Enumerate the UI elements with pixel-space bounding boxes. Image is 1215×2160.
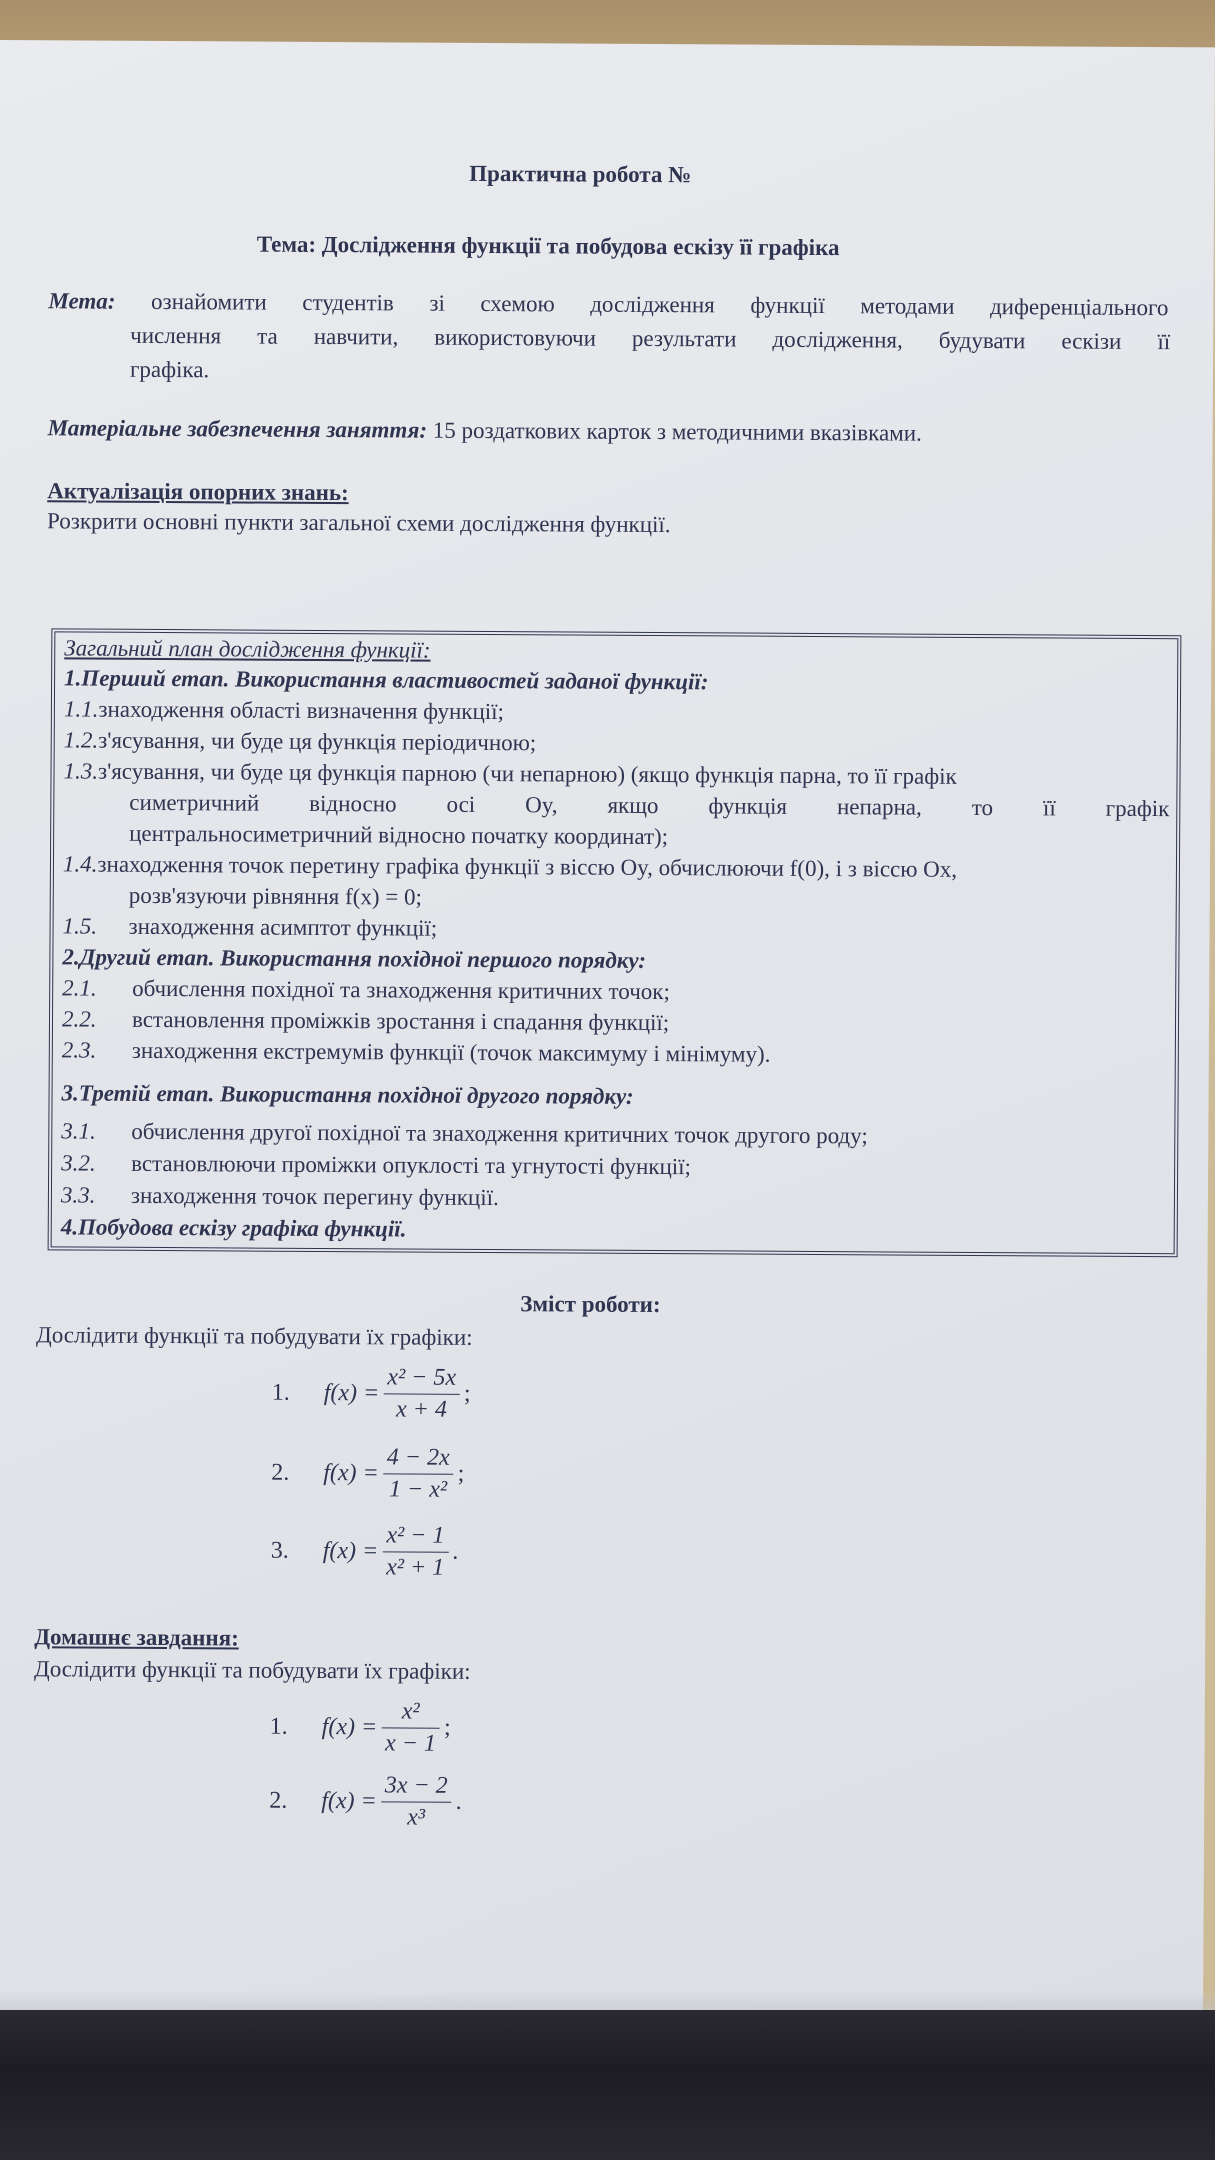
materials-line: Матеріальне забезпечення заняття: 15 роздаткових карток з методичними вказівками.	[47, 415, 922, 446]
plan-item-2-2: 2.2. встановлення проміжків зростання і спадання функції;	[61, 1006, 670, 1036]
document-page	[0, 40, 1215, 2032]
plan-item-2-3: 2.3. знаходження екстремумів функції (точок максимуму і мінімуму).	[61, 1037, 771, 1067]
homework-formula-2: 2. f(x) = $\frac{3x - 2}{\text{x³}}$ .	[269, 1772, 462, 1831]
homework-formula-1: 1. f(x) = $\frac{\text{x²}}{x - 1}$ ;	[269, 1698, 451, 1757]
actualization-heading: Актуалізація опорних знань:	[47, 478, 349, 506]
topic-line: Тема: Дослідження функції та побудова ескізу її графіка	[256, 231, 840, 261]
plan-item-1-3-end: центральносиметричний відносно початку координат);	[129, 820, 669, 850]
content-formula-1: 1. f(x) = $\frac{\text{x² − 5x}}{x + 4}$ ;	[271, 1364, 471, 1423]
plan-item-3-1: 3.1. обчислення другої похідної та знаходження критичних точок другого роду;	[61, 1118, 868, 1149]
plan-item-1-4-cont: розв'язуючи рівняння f(x) = 0;	[128, 882, 422, 910]
plan-item-3-3: 3.3. знаходження точок перегину функції.	[60, 1182, 499, 1211]
plan-stage-4: 4.Побудова ескізу графіка функції.	[60, 1214, 407, 1242]
goal-block	[48, 288, 1168, 325]
actualization-text: Розкрити основні пункти загальної схеми дослідження функції.	[46, 508, 671, 538]
plan-item-1-4: 1.4.знаходження точок перетину графіка функції з віссю Oy, обчислюючи f(0), і з віссю Ox,	[62, 851, 958, 882]
plan-stage-1: 1.Перший етап. Використання властивостей заданої функції:	[64, 665, 709, 695]
dark-foreground	[0, 2010, 1215, 2160]
goal-line-1: Мета: ознайомити студентів зі схемою дослідження функції методами диференціального	[48, 288, 1169, 321]
plan-item-2-1: 2.1. обчислення похідної та знаходження критичних точок;	[62, 975, 670, 1005]
plan-stage-3: 3.Третій етап. Використання похідної другого порядку:	[61, 1080, 634, 1109]
goal-label: Мета:	[48, 288, 116, 314]
plan-item-1-3-cont: симетричний відносно осі Oy, якщо функція непарна, то її графік	[129, 789, 1170, 822]
plan-item-1-5: 1.5. знаходження асимптот функції;	[62, 913, 438, 941]
homework-text: Дослідити функції та побудувати їх графіки:	[33, 1656, 471, 1684]
homework-heading: Домашнє завдання:	[34, 1624, 239, 1651]
content-formula-3: 3. f(x) = $\frac{\text{x² − 1}}{\text{x² + 1}}$ .	[270, 1522, 459, 1581]
plan-item-3-2: 3.2. встановлюючи проміжки опуклості та угнутості функції;	[61, 1150, 692, 1180]
page-title: Практична робота №	[469, 160, 692, 188]
plan-item-1-2: 1.2.з'ясування, чи буде ця функція періодичною;	[63, 727, 537, 756]
goal-line-2: числення та навчити, використовуючи результати дослідження, будувати ескізи її	[130, 322, 1171, 355]
plan-item-1-3: 1.3.з'ясування, чи буде ця функція парною (чи непарною) (якщо функція парна, то її графік	[63, 758, 957, 789]
plan-stage-2: 2.Другий етап. Використання похідної першого порядку:	[62, 944, 647, 973]
content-formula-2: 2. f(x) = $\frac{4 - 2x}{\text{1 − x²}}$ ;	[271, 1444, 465, 1503]
content-text: Дослідити функції та побудувати їх графіки:	[36, 1322, 473, 1350]
plan-heading: Загальний план дослідження функції:	[64, 635, 431, 663]
plan-item-1-1: 1.1.знаходження області визначення функції;	[63, 696, 505, 725]
content-heading: Зміст роботи:	[520, 1291, 661, 1318]
goal-line-3: графіка.	[129, 356, 210, 383]
